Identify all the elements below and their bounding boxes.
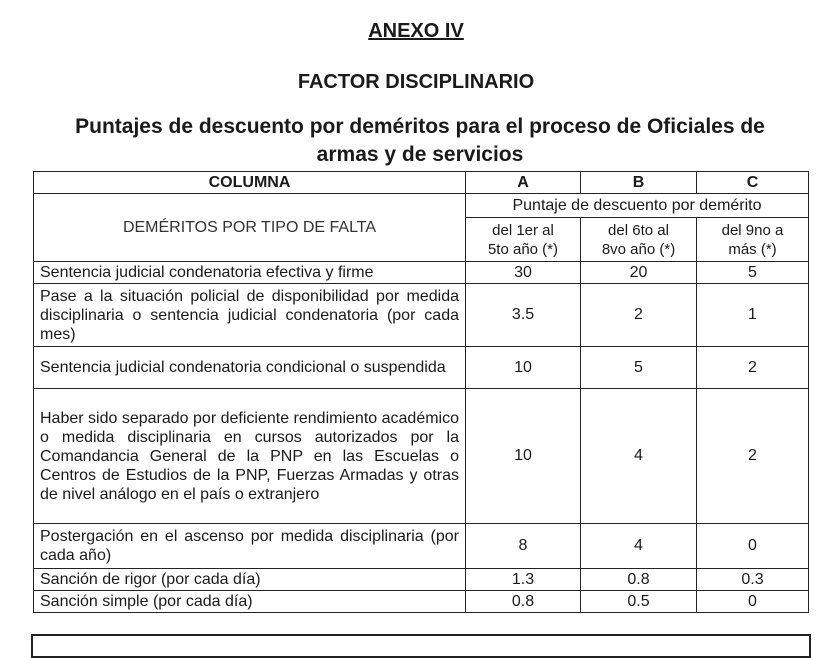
subheader-b-line1: del 6to al <box>608 221 669 239</box>
row-label: Pase a la situación policial de disponibilidad por medida disciplinaria o sentencia judicial condenatoria (por cada mes) <box>34 284 466 347</box>
row-label: Sanción simple (por cada día) <box>34 591 466 613</box>
table-row <box>34 284 809 347</box>
group-header-row <box>34 194 809 218</box>
row-value-a: 10 <box>466 389 581 524</box>
row-value-b: 5 <box>581 347 697 389</box>
demerits-table <box>33 171 809 613</box>
column-c-header: C <box>697 172 809 194</box>
row-value-b: 2 <box>581 284 697 347</box>
document-title <box>20 113 820 169</box>
row-value-b: 20 <box>581 262 697 284</box>
title-line-1: Puntajes de descuento por deméritos para el proceso de Oficiales de <box>75 115 765 138</box>
subheader-c <box>697 218 809 262</box>
annex-heading: ANEXO IV <box>368 20 464 42</box>
table-row <box>34 569 809 591</box>
column-label-header: COLUMNA <box>34 172 466 194</box>
subheader-c-line1: del 9no a <box>721 221 784 239</box>
row-value-c: 0 <box>697 591 809 613</box>
row-value-a: 10 <box>466 347 581 389</box>
row-value-c: 2 <box>697 347 809 389</box>
table-row <box>34 262 809 284</box>
discount-score-header: Puntaje de descuento por demérito <box>466 194 809 218</box>
row-value-a: 0.8 <box>466 591 581 613</box>
row-value-c: 2 <box>697 389 809 524</box>
column-header-row <box>34 172 809 194</box>
subheader-a <box>466 218 581 262</box>
row-value-b: 4 <box>581 524 697 569</box>
subheader-a-line1: del 1er al <box>492 221 554 239</box>
table-row <box>34 389 809 524</box>
subheader-b-line2: 8vo año (*) <box>601 240 676 258</box>
demerits-type-header: DEMÉRITOS POR TIPO DE FALTA <box>34 194 466 262</box>
subheader-b <box>581 218 697 262</box>
table-row <box>34 591 809 613</box>
next-table-border <box>31 634 811 658</box>
row-value-a: 3.5 <box>466 284 581 347</box>
title-line-2: armas y de servicios <box>316 143 524 166</box>
row-value-b: 0.8 <box>581 569 697 591</box>
row-value-a: 30 <box>466 262 581 284</box>
row-value-c: 5 <box>697 262 809 284</box>
row-label: Sentencia judicial condenatoria efectiva y firme <box>34 262 466 284</box>
row-value-b: 0.5 <box>581 591 697 613</box>
row-label: Postergación en el ascenso por medida disciplinaria (por cada año) <box>34 524 466 569</box>
factor-heading: FACTOR DISCIPLINARIO <box>297 71 535 93</box>
subheader-c-line2: más (*) <box>728 240 777 258</box>
row-label: Sanción de rigor (por cada día) <box>34 569 466 591</box>
row-value-c: 0.3 <box>697 569 809 591</box>
table-row <box>34 347 809 389</box>
row-value-c: 0 <box>697 524 809 569</box>
column-a-header: A <box>466 172 581 194</box>
subheader-a-line2: 5to año (*) <box>487 240 559 258</box>
row-value-a: 1.3 <box>466 569 581 591</box>
table-row <box>34 524 809 569</box>
column-b-header: B <box>581 172 697 194</box>
row-value-b: 4 <box>581 389 697 524</box>
row-value-c: 1 <box>697 284 809 347</box>
row-label: Sentencia judicial condenatoria condicional o suspendida <box>34 347 466 389</box>
row-label: Haber sido separado por deficiente rendimiento académico o medida disciplinaria en cursos autorizados por la Comandancia General de la PNP en las Escuelas o Centros de Estudios de la PNP, Fuerzas Armadas y otras de nivel análogo en el país o extranjero <box>34 389 466 524</box>
row-value-a: 8 <box>466 524 581 569</box>
